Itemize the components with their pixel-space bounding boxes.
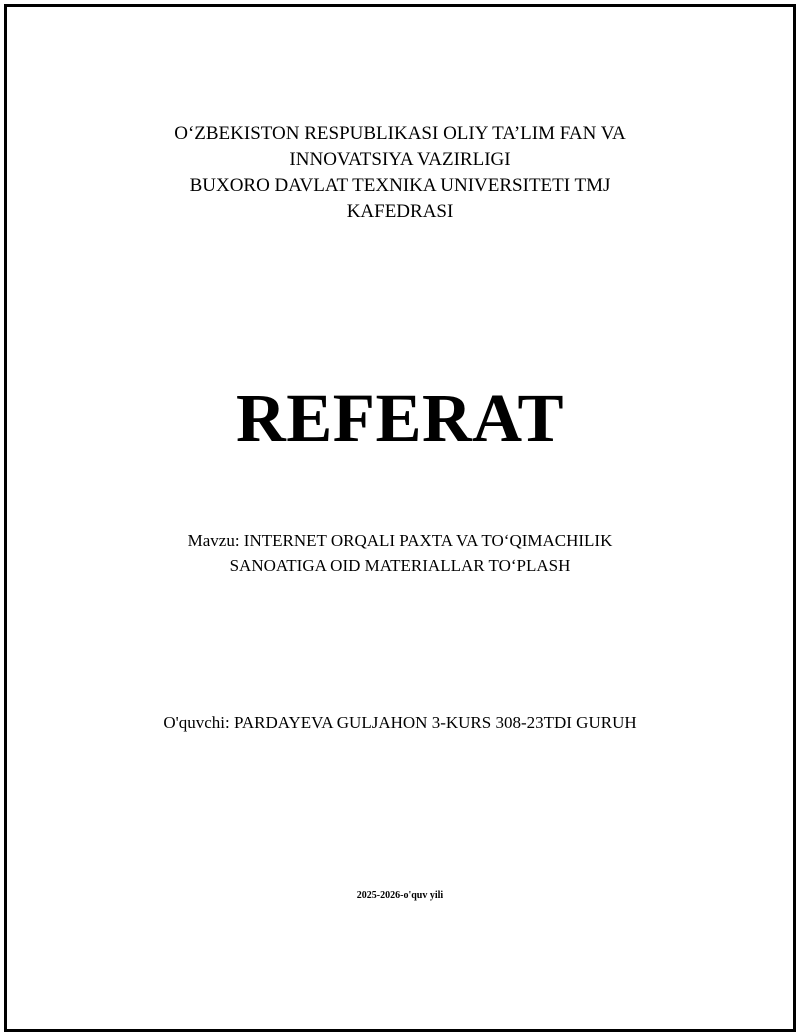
header-line-2: INNOVATSIYA VAZIRLIGI [289, 149, 511, 170]
topic-line-1: Mavzu: INTERNET ORQALI PAXTA VA TO‘QIMACHILIK [187, 531, 613, 550]
header-line-4: KAFEDRASI [346, 201, 454, 222]
topic-block [0, 528, 800, 578]
topic-line-2: SANOATIGA OID MATERIALLAR TO‘PLASH [229, 556, 571, 575]
academic-year: 2025-2026-o'quv yili [356, 890, 444, 901]
header-line-1: O‘ZBEKISTON RESPUBLIKASI OLIY TA’LIM FAN VA [174, 123, 626, 144]
institution-header [0, 121, 800, 225]
document-title: REFERAT [235, 380, 565, 456]
student-info: O'quvchi: PARDAYEVA GULJAHON 3-KURS 308-23TDI GURUH [163, 713, 637, 732]
header-line-3: BUXORO DAVLAT TEXNIKA UNIVERSITETI TMJ [189, 175, 611, 196]
